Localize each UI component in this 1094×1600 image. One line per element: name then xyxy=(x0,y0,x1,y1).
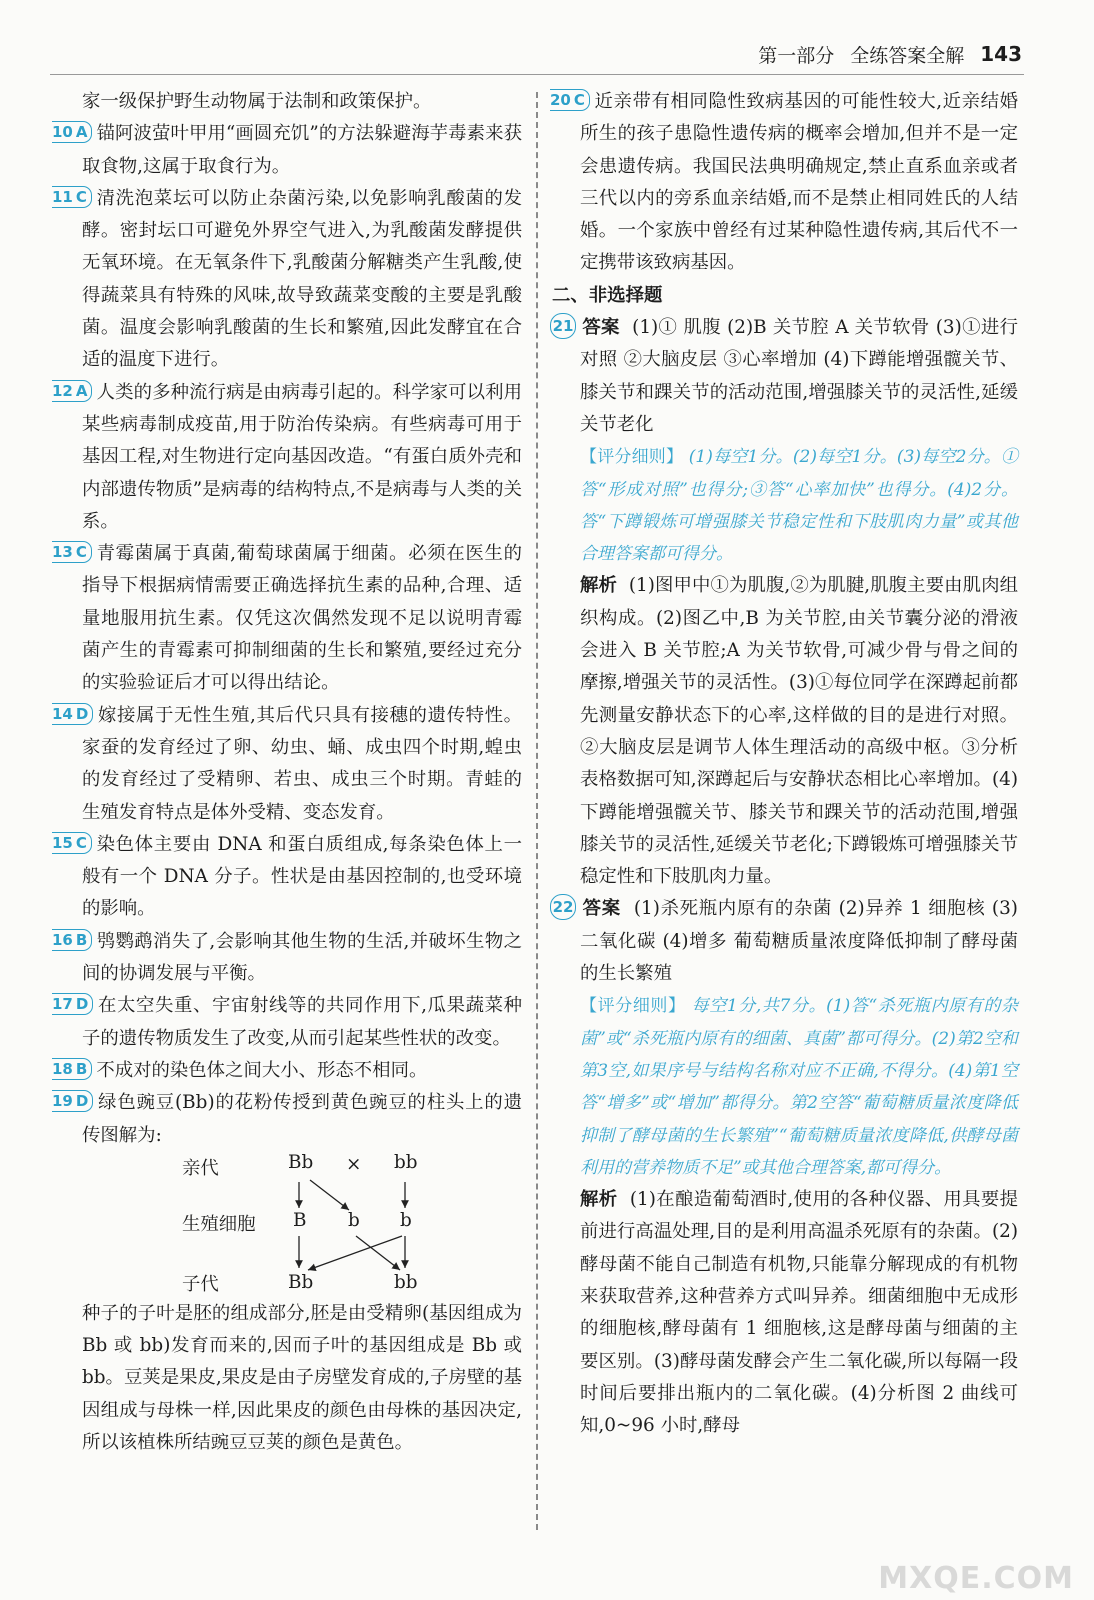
answer-text: 嫁接属于无性生殖,其后代只具有接穗的遗传特性。家蚕的发育经过了卵、幼虫、蛹、成虫四个时期,蝗虫的发育经过了受精卵、若虫、成虫三个时期。青蛙的生殖发育特点是体外受精、变态发育。 xyxy=(82,704,522,823)
answer-badge: 16 B xyxy=(52,929,92,951)
answer-item-12 xyxy=(52,377,522,538)
answer-badge: 10 A xyxy=(52,121,92,143)
answer-text: (1)杀死瓶内原有的杂菌 (2)异养 1 细胞核 (3)二氧化碳 (4)增多 葡萄糖质量浓度降低抑制了酵母菌的生长繁殖 xyxy=(580,898,1018,985)
answer-text: 在太空失重、宇宙射线等的共同作用下,瓜果蔬菜种子的遗传物质发生了改变,从而引起某些性状的改变。 xyxy=(82,995,522,1049)
answer-label: 答案 xyxy=(582,898,621,920)
answer-badge: 19 D xyxy=(52,1090,93,1112)
answer-text: 不成对的染色体之间大小、形态不相同。 xyxy=(96,1059,428,1081)
answer-item-10 xyxy=(52,118,522,183)
question-number-badge: 22 xyxy=(550,894,576,920)
offspring-genotype: bb xyxy=(394,1271,418,1293)
analysis-text: (1)在酿造葡萄酒时,使用的各种仪器、用具要提前进行高温处理,目的是利用高温杀死原有的杂菌。(2)酵母菌不能自己制造有机物,只能靠分解现成的有机物来获取营养,这种营养方式叫异养。细菌细胞中无成形的细胞核,酵母菌有 1 细胞核,这是酵母菌与细菌的主要区别。(3)酵母菌发酵会产生二氧化碳,所以每隔一段时间后要排出瓶内的二氧化碳。(4)分析图 2 曲线可知,0~96 小时,酵母 xyxy=(580,1189,1018,1437)
analysis-label: 解析 xyxy=(580,575,617,597)
header-part: 第一部分 xyxy=(758,44,835,67)
left-column xyxy=(52,86,522,1459)
cross-symbol: × xyxy=(346,1153,362,1175)
cross-arrows xyxy=(52,1152,522,1298)
watermark: MXQE.COM xyxy=(878,1561,1074,1596)
scoring-text: (1)每空1分。(2)每空1分。(3)每空2分。①答“形成对照”也得分;③答“心率加快”也得分。(4)2分。答“下蹲锻炼可增强膝关节稳定性和下肢肌肉力量”或其他合理答案都可得分。 xyxy=(580,447,1019,565)
answer-item-16 xyxy=(52,926,522,991)
answer-badge: 18 B xyxy=(52,1058,92,1080)
answer-item-continued xyxy=(52,86,522,118)
scoring-text: 每空1分,共7分。(1)答“杀死瓶内原有的杂菌”或“杀死瓶内原有的细菌、真菌”都可得分。(2)第2空和第3空,如果序号与结构名称对应不正确,不得分。(4)第1空答“增多”或“增加”都得分。第2空答“葡萄糖质量浓度降低抑制了酵母菌的生长繁殖”“葡萄糖质量浓度降低,供酵母菌利用的营养物质不足”或其他合理答案,都可得分。 xyxy=(580,996,1019,1178)
parent-genotype: Bb xyxy=(288,1151,314,1173)
answer-item-15 xyxy=(52,829,522,926)
parent-genotype: bb xyxy=(394,1151,418,1173)
gamete: b xyxy=(348,1209,360,1231)
answer-19-explanation: 种子的子叶是胚的组成部分,胚是由受精卵(基因组成为 Bb 或 bb)发育而来的,因而子叶的基因组成是 Bb 或 bb。豆荚是果皮,果皮是由子房壁发育成的,子房壁的基因组成与母株一样,因此果皮的颜色由母株的基因决定,所以该植株所结豌豆豆荚的颜色是黄色。 xyxy=(82,1302,522,1453)
answer-label: 答案 xyxy=(582,317,620,339)
answer-text: 鸮鹦鹉消失了,会影响其他生物的生活,并破坏生物之间的协调发展与平衡。 xyxy=(82,930,522,985)
answer-text: 染色体主要由 DNA 和蛋白质组成,每条染色体上一般有一个 DNA 分子。性状是由基因控制的,也受环境的影响。 xyxy=(82,833,522,920)
answer-badge: 17 D xyxy=(52,993,93,1015)
answer-item-18 xyxy=(52,1055,522,1087)
answer-text: 清洗泡菜坛可以防止杂菌污染,以免影响乳酸菌的发酵。密封坛口可避免外界空气进入,为乳酸菌发酵提供无氧环境。在无氧条件下,乳酸菌分解糖类产生乳酸,使得蔬菜具有特殊的风味,故导致蔬菜变酸的主要是乳酸菌。温度会影响乳酸菌的生长和繁殖,因此发酵宜在合适的温度下进行。 xyxy=(82,187,522,371)
answer-badge: 11 C xyxy=(52,186,92,208)
genetic-cross-diagram xyxy=(52,1152,522,1298)
question-22-analysis xyxy=(550,1184,1018,1442)
answer-badge: 12 A xyxy=(52,380,92,402)
answer-badge: 20 C xyxy=(550,89,590,111)
question-22-scoring xyxy=(550,990,1018,1184)
answer-item-17 xyxy=(52,990,522,1055)
answer-text: 锚阿波萤叶甲用“画圆充饥”的方法躲避海芋毒素来获取食物,这属于取食行为。 xyxy=(82,123,522,177)
answer-badge: 15 C xyxy=(52,832,92,854)
question-21-analysis xyxy=(550,570,1018,893)
gamete: b xyxy=(400,1209,412,1231)
answer-item-11 xyxy=(52,183,522,377)
analysis-label: 解析 xyxy=(580,1189,618,1211)
offspring-genotype: Bb xyxy=(288,1271,314,1293)
answer-text: 人类的多种流行病是由病毒引起的。科学家可以利用某些病毒制成疫苗,用于防治传染病。有些病毒可用于基因工程,对生物进行定向基因改造。“有蛋白质外壳和内部遗传物质”是病毒的结构特点,不是病毒与人类的关系。 xyxy=(82,381,522,532)
header-title: 全练答案全解 xyxy=(850,44,965,67)
column-divider xyxy=(536,92,538,1530)
question-22-answer xyxy=(550,893,1018,990)
row-label-gamete: 生殖细胞 xyxy=(182,1213,256,1235)
row-label-offspring: 子代 xyxy=(182,1273,219,1295)
scoring-label: 【评分细则】 xyxy=(580,447,684,468)
row-label-parent: 亲代 xyxy=(182,1157,219,1179)
section-title: 二、非选择题 xyxy=(552,284,663,306)
answer-item-14 xyxy=(52,700,522,829)
answer-badge: 13 C xyxy=(52,541,92,563)
question-number-badge: 21 xyxy=(550,313,576,339)
answer-text: 青霉菌属于真菌,葡萄球菌属于细菌。必须在医生的指导下根据病情需要正确选择抗生素的品种,合理、适量地服用抗生素。仅凭这次偶然发现不足以说明青霉菌产生的青霉素可抑制细菌的生长和繁殖,要经过充分的实验验证后才可以得出结论。 xyxy=(82,543,522,694)
header-rule xyxy=(50,74,1024,75)
answer-item-19 xyxy=(52,1087,522,1152)
answer-item-13 xyxy=(52,538,522,699)
question-21-scoring xyxy=(550,441,1018,570)
right-column xyxy=(550,86,1018,1442)
analysis-text: (1)图甲中①为肌腹,②为肌腱,肌腹主要由肌肉组织构成。(2)图乙中,B 为关节腔,由关节囊分泌的滑液会进入 B 关节腔;A 为关节软骨,可减少骨与骨之间的摩擦,增强关节的灵活性。(3)①每位同学在深蹲起前都先测量安静状态下的心率,这样做的目的是进行对照。②大脑皮层是调节人体生理活动的高级中枢。③分析表格数据可知,深蹲起后与安静状态相比心率增加。(4)下蹲能增强髋关节、膝关节和踝关节的活动范围,增强膝关节的灵活性,延缓关节老化;下蹲锻炼可增强膝关节稳定性和下肢肌肉力量。 xyxy=(580,575,1018,888)
question-21-answer xyxy=(550,312,1018,441)
answer-text: 绿色豌豆(Bb)的花粉传授到黄色豌豆的柱头上的遗传图解为: xyxy=(82,1092,522,1146)
answer-text: (1)① 肌腹 (2)B 关节腔 A 关节软骨 (3)①进行对照 ②大脑皮层 ③心率增加 (4)下蹲能增强髋关节、膝关节和踝关节的活动范围,增强膝关节的灵活性,延缓关节老化 xyxy=(580,317,1018,435)
gamete: B xyxy=(293,1209,307,1231)
answer-text: 近亲带有相同隐性致病基因的可能性较大,近亲结婚所生的孩子患隐性遗传病的概率会增加,但并不是一定会患遗传病。我国民法典明确规定,禁止直系血亲或者三代以内的旁系血亲结婚,而不是禁止相同姓氏的人结婚。一个家族中曾经有过某种隐性遗传病,其后代不一定携带该致病基因。 xyxy=(580,91,1018,274)
page-header xyxy=(758,36,1022,72)
answer-item-20 xyxy=(550,86,1018,280)
answer-text: 家一级保护野生动物属于法制和政策保护。 xyxy=(82,91,432,112)
scoring-label: 【评分细则】 xyxy=(580,996,686,1017)
page-number: 143 xyxy=(980,42,1022,66)
answer-badge: 14 D xyxy=(52,703,93,725)
